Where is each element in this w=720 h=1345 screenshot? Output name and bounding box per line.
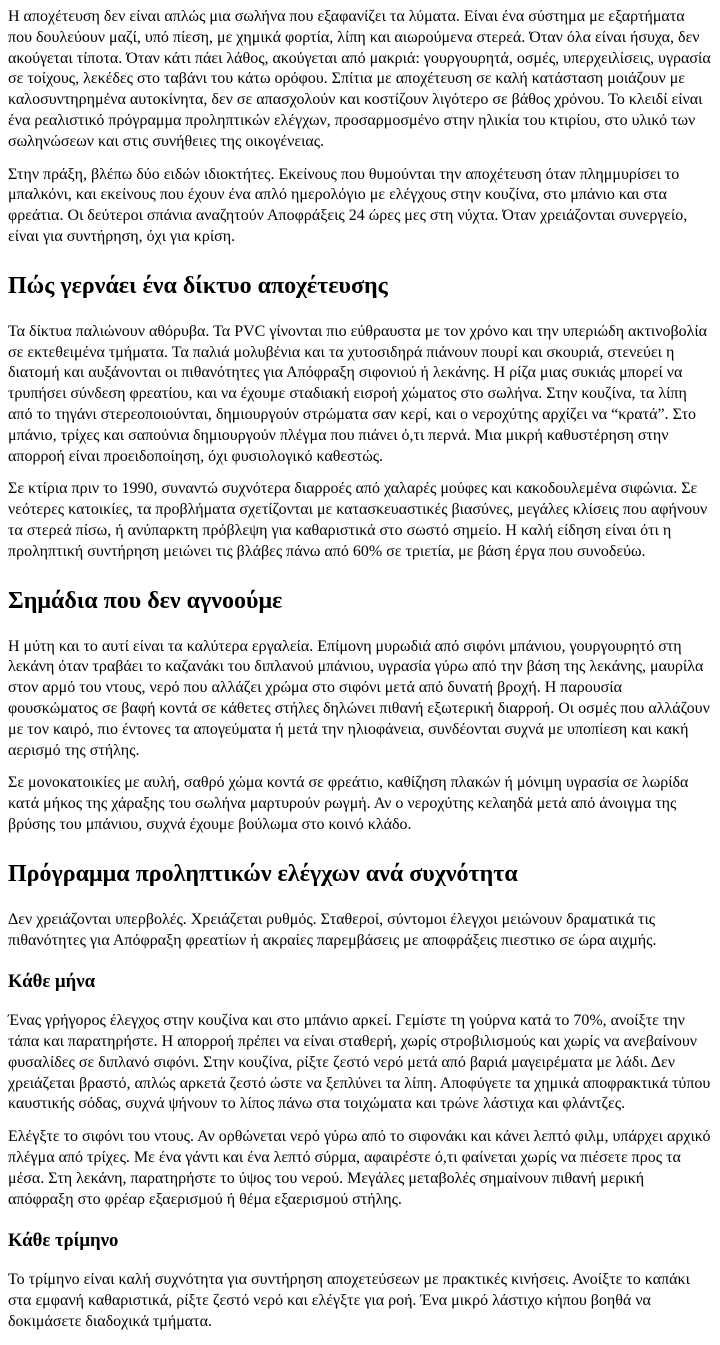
section-heading: Σημάδια που δεν αγνοούμε (8, 587, 283, 614)
paragraph: Το τρίμηνο είναι καλή συχνότητα για συντήρηση αποχετεύσεων με πρακτικές κινήσεις. Ανοίξτε το καπάκι στα εμφανή καθαριστικά, ρίξτε ζεστό νερό και ελέγξτε για ροή. Ένα μικρό λάστιχο κήπου βοηθά να δοκιμάσετε διαδοχικά τμήματα. (8, 1271, 690, 1331)
paragraph: Σε κτίρια πριν το 1990, συναντώ συχνότερα διαρροές από χαλαρές μούφες και κακοδουλεμένα σιφώνια. Σε νεότερες κατοικίες, τα προβλήματα σχετίζονται με κατασκευαστικές βιασύνες, μεγάλες κλίσεις που αφήνουν τα στερεά πίσω, ή ανύπαρκτη πρόβλεψη για καθαριστικά στο σωστό σημείο. Η καλή είδηση είναι ότι η προληπτική συντήρηση μειώνει τις βλάβες πάνω από 60% σε τριετία, με βάση έργα που συνοδεύω. (8, 480, 708, 560)
paragraph: Ελέγξτε το σιφόνι του ντους. Αν ορθώνεται νερό γύρω από το σιφονάκι και κάνει λεπτό φιλμ, υπάρχει αρχικό πλέγμα από τρίχες. Με ένα γάντι και ένα λεπτό σύρμα, αφαιρέστε ό,τι φαίνεται χωρίς να πιέσετε προς τα μέσα. Στη λεκάνη, παρατηρήστε το ύψος του νερού. Μεγάλες μεταβολές σημαίνουν πιθανή μερική απόφραξη στο φρέαρ εξαερισμού ή θέμα εξαερισμού στήλης. (8, 1128, 711, 1208)
subsection-heading: Κάθε μήνα (8, 971, 96, 993)
intro-paragraph: Η αποχέτευση δεν είναι απλώς μια σωλήνα που εξαφανίζει τα λύματα. Είναι ένα σύστημα με εξαρτήματα που δουλεύουν μαζί, υπό πίεση, με χημικά φορτία, λίπη και αιωρούμενα στερεά. Όταν όλα είναι ήσυχα, δεν ακούγεται τίποτα. Όταν κάτι πάει λάθος, ακούγεται από μακριά: γουργουρητά, οσμές, υπερχειλίσεις, υγρασία σε τοίχους, λεκέδες στο ταβάνι του κάτω ορόφου. Σπίτια με αποχέτευση σε καλή κατάσταση μοιάζουν με καλοσυντηρημένα αυτοκίνητα, δεν σε απασχολούν και κοστίζουν λιγότερο σε βάθος χρόνου. Το κλειδί είναι ένα ρεαλιστικό πρόγραμμα προληπτικών ελέγχων, προσαρμοσμένο στην ηλικία του κτιρίου, στο υλικό των σωληνώσεων και στις συνήθειες της οικογένειας. (8, 8, 711, 150)
intro-paragraph: Στην πράξη, βλέπω δύο ειδών ιδιοκτήτες. Εκείνους που θυμούνται την αποχέτευση όταν πλημμυρίσει το μπαλκόνι, και εκείνους που έχουν ένα απλό ημερολόγιο με ελέγχους στην κουζίνα, στο μπάνιο και στα φρεάτια. Οι δεύτεροι σπάνια αναζητούν Αποφράξεις 24 ώρες μες στη νύχτα. Όταν χρειάζονται συνεργείο, είναι για συντήρηση, όχι για κρίση. (8, 165, 688, 245)
paragraph: Δεν χρειάζονται υπερβολές. Χρειάζεται ρυθμός. Σταθεροί, σύντομοι έλεγχοι μειώνουν δραματικά τις πιθανότητες για Απόφραξη φρεατίων ή ακραίες παρεμβάσεις με αποφράξεις πιεστικο σε ώρα αιχμής. (8, 910, 657, 949)
paragraph: Τα δίκτυα παλιώνουν αθόρυβα. Τα PVC γίνονται πιο εύθραυστα με τον χρόνο και την υπεριώδη ακτινοβολία σε εκτεθειμένα τμήματα. Τα παλιά μολυβένια και τα χυτοσιδηρά πιάνουν πουρί και σκουριά, στενεύει η διατομή και αυξάνονται οι πιθανότητες για Απόφραξη σιφονιού ή λεκάνης. Η ρίζα μιας συκιάς μπορεί να τρυπήσει σύνδεση φρεατίου, και να έχουμε σταδιακή εισροή χώματος στο σωλήνα. Στην κουζίνα, τα λίπη από το τηγάνι στερεοποιούνται, δημιουργούν στρώματα σαν κερί, και ο νεροχύτης αρχίζει να “κρατά”. Στο μπάνιο, τρίχες και σαπούνια δημιουργούν πλέγμα που πιάνει ό,τι περνά. Μια μικρή καθυστέρηση στην απορροή είναι προειδοποίηση, όχι φυσιολογικό καθεστώς. (8, 322, 708, 465)
paragraph: Ένας γρήγορος έλεγχος στην κουζίνα και στο μπάνιο αρκεί. Γεμίστε τη γούρνα κατά το 70%, ανοίξτε την τάπα και παρατηρήστε. Η απορροή πρέπει να είναι σταθερή, χωρίς στροβιλισμούς και χωρίς να ανεβαίνουν φυσαλίδες σε διπλανό σιφόνι. Στην κουζίνα, ρίξτε ζεστό νερό μετά από βαριά μαγειρέματα με λάδι. Δεν χρειάζεται βραστό, απλώς αρκετά ζεστό ώστε να ξεπλύνει τα λίπη. Αποφύγετε τα χημικά αποφρακτικά τύπου καυστικής σόδας, συχνά ψήνουν το λίπος πάνω στα τοιχώματα και τρώνε λάστιχα και φλάντζες. (8, 1012, 711, 1113)
paragraph: Σε μονοκατοικίες με αυλή, σαθρό χώμα κοντά σε φρεάτιο, καθίζηση πλακών ή μόνιμη υγρασία σε λωρίδα κατά μήκος της χάραξης του σωλήνα μαρτυρούν ρωγμή. Αν ο νεροχύτης κελαηδά μετά από άνοιγμα της βρύσης του μπάνιου, συχνά έχουμε βούλωμα στο κοινό κλάδο. (8, 774, 689, 833)
subsection-heading: Κάθε τρίμηνο (8, 1230, 119, 1252)
section-heading: Πρόγραμμα προληπτικών ελέγχων ανά συχνότητα (8, 860, 518, 887)
article (8, 7, 712, 1333)
section-heading: Πώς γερνάει ένα δίκτυο αποχέτευσης (8, 272, 388, 299)
paragraph: Η μύτη και το αυτί είναι τα καλύτερα εργαλεία. Επίμονη μυρωδιά από σιφόνι μπάνιου, γουργουρητό στη λεκάνη όταν τραβάει το καζανάκι του διπλανού μπάνιου, υγρασία γύρω από την βάση της λεκάνης, μαυρίλα στον αρμό του ντους, νερό που αλλάζει χρώμα στο σιφόνι μετά από δυνατή βροχή. Η παρουσία φουσκώματος σε βαφή κοντά σε κάθετες στήλες δηλώνει πιθανή εξωτερική διαρροή. Οι οσμές που αλλάζουν με τον καιρό, πιο έντονες τα απογεύματα ή μετά την ηλιοφάνεια, συνδέονται συχνά με υποπίεση και κακή αερισμό της στήλης. (8, 637, 710, 759)
